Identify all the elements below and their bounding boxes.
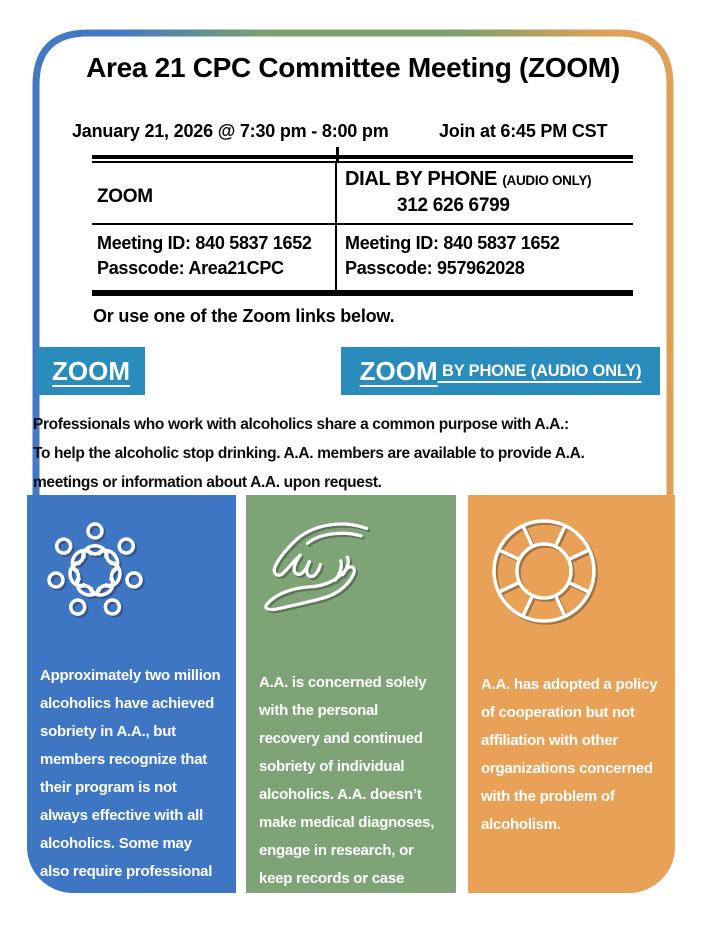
phone-passcode: Passcode: 957962028	[345, 258, 525, 278]
zoom-passcode: Passcode: Area21CPC	[97, 258, 284, 278]
phone-header-label: DIAL BY PHONE	[345, 168, 498, 190]
links-intro: Or use one of the Zoom links below.	[93, 306, 395, 326]
zoom-credentials	[92, 225, 337, 290]
phone-meeting-id: Meeting ID: 840 5837 1652	[345, 233, 560, 253]
lifebuoy-icon	[484, 511, 604, 631]
card-orange-text: A.A. has adopted a policy of cooperation but not affiliation with other organizations concerned with the problem of alcoholism.	[481, 676, 658, 833]
table-column-divider	[336, 147, 339, 163]
table-top-rule	[92, 155, 633, 159]
join-time-note: Join at 6:45 PM CST	[439, 121, 608, 141]
about-paragraph: Professionals who work with alcoholics share a common purpose with A.A.: To help the alcoholic stop drinking. A.A. members are available to provide A.A. meetings or information about A.A. upon request.	[33, 416, 585, 491]
phone-credentials	[337, 225, 633, 290]
helping-hands-icon	[254, 511, 374, 631]
card-cooperation-policy	[468, 495, 675, 893]
phone-button-zoom-text: ZOOM	[359, 355, 438, 386]
phone-number: 312 626 6799	[397, 195, 510, 216]
page-title: Area 21 CPC Committee Meeting (ZOOM)	[86, 52, 620, 83]
phone-column-header	[337, 163, 633, 225]
phone-button-rest-text: BY PHONE (AUDIO ONLY)	[437, 361, 642, 380]
zoom-column-header: ZOOM	[92, 163, 337, 225]
zoom-by-phone-link-button[interactable]	[341, 347, 660, 395]
card-aa-scope	[246, 495, 456, 915]
people-circle-icon	[35, 511, 155, 631]
meeting-info-table	[92, 155, 633, 296]
meeting-datetime: January 21, 2026 @ 7:30 pm - 8:00 pm	[72, 121, 389, 141]
phone-header-note: (AUDIO ONLY)	[502, 173, 592, 188]
card-green-text: A.A. is concerned solely with the personal recovery and continued sobriety of individual alcoholics. A.A. doesn’t make medical diagnoses, engage in research, or keep records or case histories of members	[259, 674, 435, 915]
card-blue-text: Approximately two million alcoholics have achieved sobriety in A.A., but members recognize that their program is not always effective with all alcoholics. Some may also require professional counseling or medical treatment.	[40, 667, 221, 936]
zoom-meeting-id: Meeting ID: 840 5837 1652	[97, 233, 312, 253]
card-professional-cooperation	[27, 495, 236, 936]
zoom-link-button[interactable]: ZOOM	[37, 347, 145, 395]
